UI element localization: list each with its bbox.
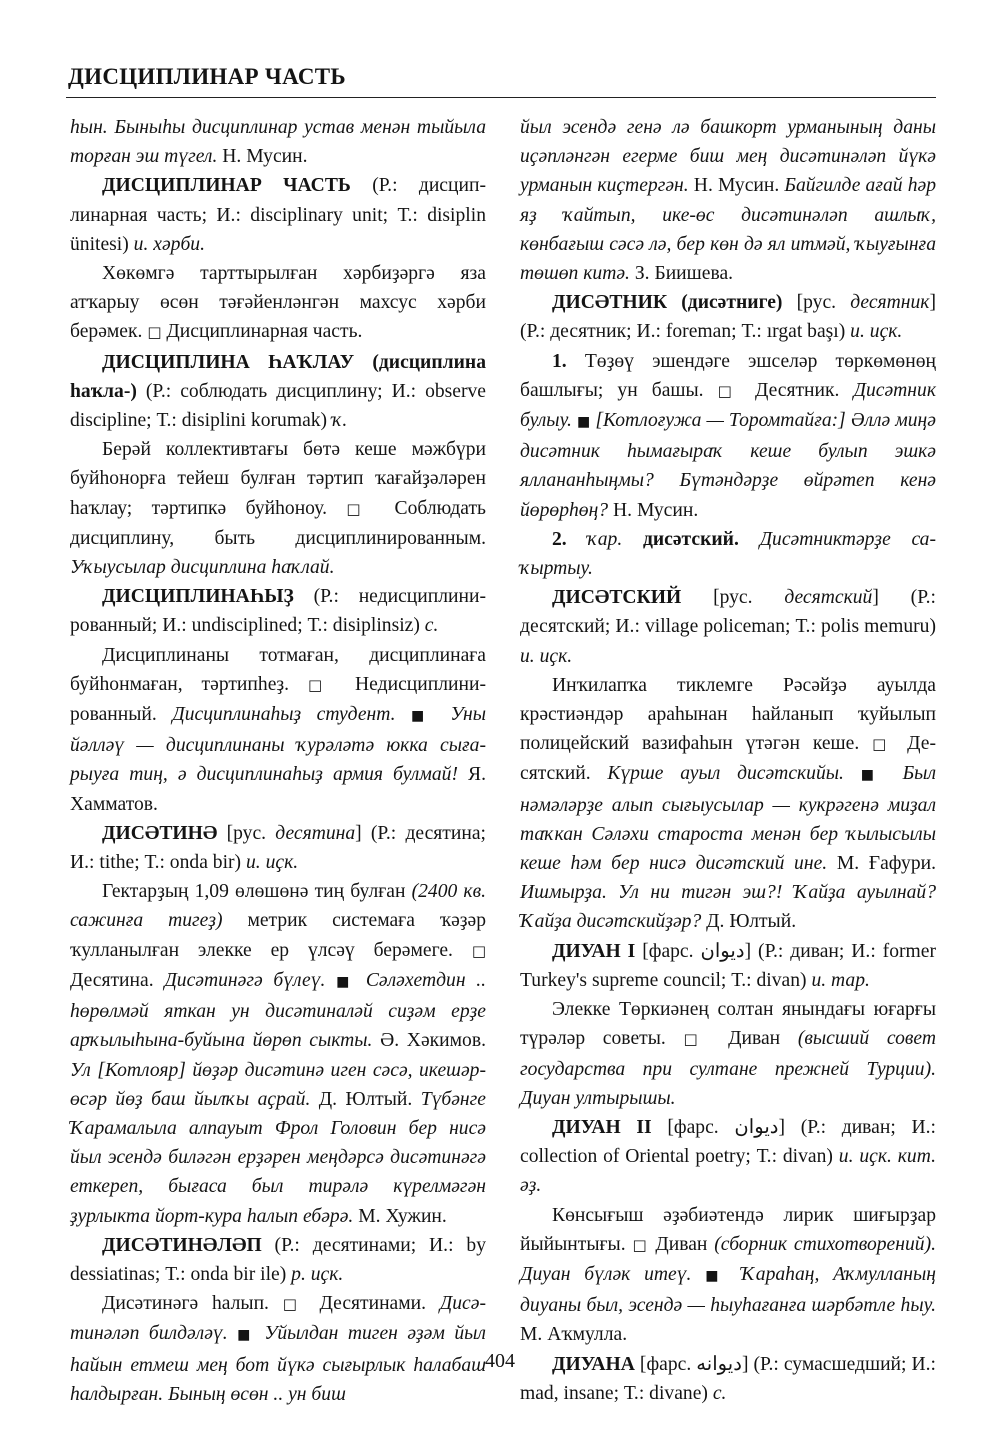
entry-paragraph: ДИСЦИПЛИНАР ЧАСТЬ (Р.: дисциплинарная часть; И.: disciplinary unit; Т.: disiplin ünitesi) и. хәрби. [70, 175, 486, 255]
running-head: ДИСЦИПЛИНАР ЧАСТЬ [68, 64, 346, 89]
header-rule [66, 97, 936, 98]
entry-paragraph: Элекке Төркиәнең солтан янындағы юғарғы түрәләр советы. □ Диван (высший совет государства при султане прежней Турции). Диуан ултырышы. [520, 999, 936, 1109]
entry-paragraph: 1. Төҙөү эшендәге эшселәр төркөмөнөң башлығы; ун башы. □ Десятник. Дисәтник булыу. ■ [Котлоғужа — Торомтайға:] Әллә миңә дисәтник һымағыраҡ кеше булып эшкә яллананһыңмы? Бүтәндәрҙе өйрәтеп кенә йөрөрһөң? Н. Мусин. [520, 350, 936, 521]
entry-paragraph: ДИСӘТНИК (дисәтниге) [рус. десятник] (Р.: десятник; И.: foreman; Т.: ırgat başı) и. иҫк. [520, 292, 936, 343]
page-number: 404 [485, 1350, 515, 1372]
entry-paragraph: ДИСЦИПЛИНА ҺАҠЛАУ (дисциплина һаҡла-) (Р.: соблюдать дисциплину; И.: observe discipline; Т.: disiplini korumak) ҡ. [70, 351, 486, 432]
entry-paragraph: Берәй коллективтағы бөтә кеше мәжбүри буйһонорға тейеш булған тәртип ҡағайҙәләрен һаҡлау; тәртипкә буйһоноу. □ Соблюдать дисциплину, быть дисциплинированным. Уҡыусылар дисциплина һаҡлай. [70, 439, 486, 579]
entry-paragraph: ДИСЦИПЛИНАҺЫҘ (Р.: недисциплинированный; И.: undisciplined; Т.: disiplinsiz) с. [70, 586, 486, 637]
entry-paragraph: Инҡилапҡа тиклемге Рәсәйҙә ауылда крәстиәндәр араһынан һайланып ҡуйылып полицейский вазифаһын үтәгән кеше. □ Десятский. Күрше ауыл дисәтскийы. ■ Был нәмәләрҙе алып сығыусылар — кукрәгенә миҙал таҡкан Сәләхи староста менән бер ҡылысылы кеше һәм бер нисә дисәтский ине. М. Ғафури. Ишмырҙа. Ул ни тигән эш?! Ҡайҙа ауылнай? Ҡайҙа дисәтскийҙәр? Д. Юлтый. [520, 674, 936, 933]
entry-paragraph: ДИУАН I [фарс. ديوان] (Р.: диван; И.: former Turkey's supreme council; Т.: divan) и. тар. [520, 940, 936, 991]
entry-paragraph: Гектарҙың 1,09 өлөшөнә тиң булған (2400 кв. сажинға тигеҙ) метрик системаға ҡәҙәр ҡулланылған элекке ер үлсәү берәмеге. □ Десятина. Дисәтинәгә бүлеү. ■ Сәләхетдин .. һөрөлмәй яткан ун дисәтиналәй сиҙәм ерҙе арҡылыһына-буйына йөрөп сыкты. Ә. Хәкимов. Ул [Котлояр] йөҙәр дисәтинә иген сәсә, икешәр-өсәр йөҙ баш йылҡы аҫрай. Д. Юлтый. Түбәнге Ҡарамалыла алпауыт Фрол Головин бер нисә йыл эсендә биләгән ерҙәрен меңдәрсә дисәтинәгә еткереп, бығаса был тирәлә күрелмәгән ҙурлыкта йорт-кура һалып ебәрә. М. Хужин. [70, 881, 487, 1227]
entry-paragraph: Көнсығыш әҙәбиәтендә лирик шиғырҙар йыйынтығы. □ Диван (сборник стихотворений). Диуан бүләк итеү. ■ Ҡараһаң, Аҡмулланың диуаны был, эсендә — һыуһағанға шәрбәтле һыу. М. Аҡмулла. [520, 1204, 936, 1346]
entry-paragraph: ДИСӘТИНӘ [рус. десятина] (Р.: десятина; И.: tithe; Т.: onda bir) и. иҫк. [70, 822, 486, 874]
entry-paragraph: һын. Быныһы дисциплинар устав менән тыйыла торған эш түгел. Н. Мусин. [70, 117, 486, 168]
entry-paragraph: йыл эсендә генә лә башкорт урманының даны иҫәпләнгән егерме биш мең дисәтинәләп йүкә урманын киҫтергән. Н. Мусин. Байгилде ағай һәр яҙ ҡайтып, ике-өс дисәтинәләп ашлыҡ, көнбағыш сәсә лә, бер көн дә ял итмәй, ҡыуғынға төшөп китә. З. Биишева. [520, 117, 936, 285]
entry-paragraph: ДИУАН II [фарс. ديوان] (Р.: диван; И.: collection of Oriental poetry; Т.: divan) и. иҫк. кит. әҙ. [520, 1116, 936, 1197]
entry-paragraph: ДИУАНА [фарс. ديوانه] (Р.: сумасшедший; И.: mad, insane; Т.: divane) с. [520, 1353, 936, 1404]
entry-paragraph: Дисәтинәгә һалып. □ Десятинами. Дисәтинәләп билдәләү. ■ Уйылдан тиген әҙәм йыл һайын етмеш мең бот йүкә сығырлык һалабаш һалдырған. Бының өсөн .. ун биш [70, 1293, 486, 1405]
entry-paragraph: Дисциплинаны тотмаған, дисциплинаға буйһонмаған, тәртипһеҙ. □ Недисциплинированный. Дисциплинаһыҙ студент. ■ Уны йәлләү — дисциплинаны ҡурәләтә юкка сығарыуға тиң, ә дисциплинаһыҙ армия булмай! Я. Хамматов. [70, 644, 486, 815]
right-column [520, 113, 936, 1408]
entry-paragraph: 2. ҡар. дисәтский. Дисәтниктәрҙе саҡыртыу. [520, 528, 936, 580]
entry-paragraph: ДИСӘТСКИЙ [рус. десятский] (Р.: десятский; И.: village policeman; Т.: polis memuru) и. иҫк. [520, 587, 936, 667]
entry-paragraph: ДИСӘТИНӘЛӘП (Р.: десятинами; И.: by dessiatinas; Т.: onda bir ile) р. иҫк. [70, 1234, 486, 1285]
entry-paragraph: Хөкөмгә тарттырылған хәрбиҙәргә яза атҡарыу өсөн тәғәйенләнгән махсус хәрби берәмек. □ Дисциплинарная часть. [70, 263, 486, 343]
left-column [70, 113, 486, 1409]
